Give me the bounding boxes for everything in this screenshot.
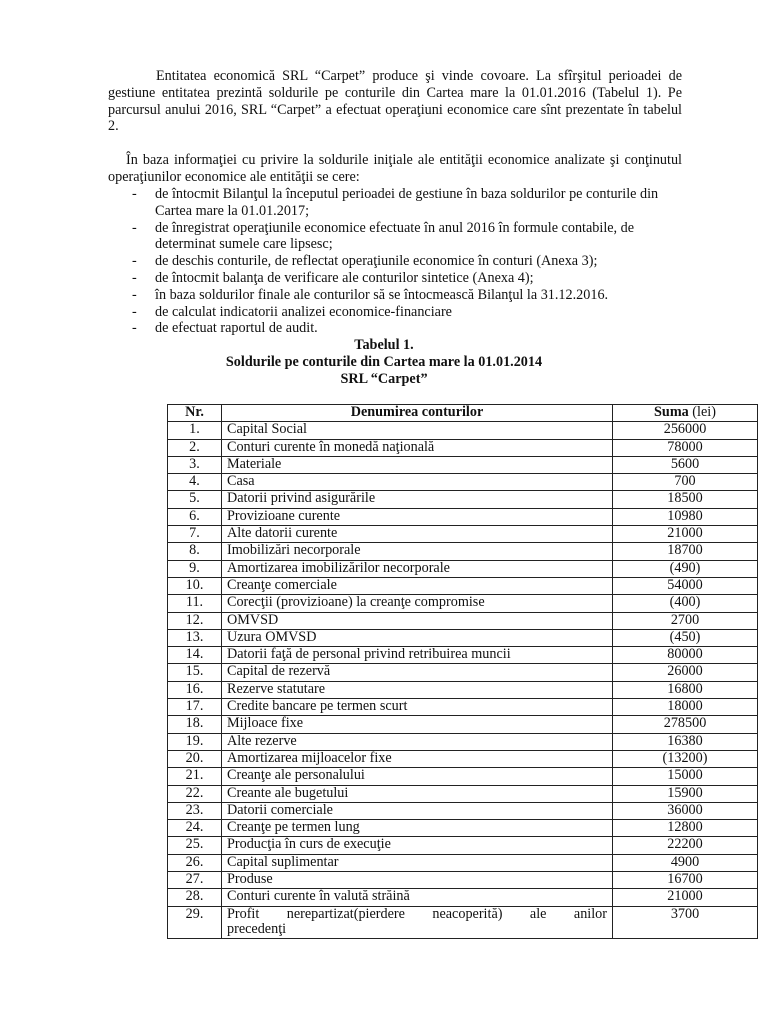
account-sum: 16700 (613, 872, 758, 889)
header-sum-label: Suma (654, 404, 689, 420)
requirement-text: de efectuat raportul de audit. (155, 320, 318, 337)
accounts-balance-table (167, 404, 758, 939)
account-name: Produse (222, 872, 613, 889)
account-sum: 4900 (613, 854, 758, 871)
account-sum: 18500 (613, 491, 758, 508)
account-sum: 700 (613, 474, 758, 491)
header-nr: Nr. (168, 405, 222, 422)
row-number: 23. (168, 802, 222, 819)
requirement-text: de întocmit Bilanţul la începutul perioadei de gestiune în baza soldurilor pe conturile din Cartea mare la 01.01.2017; (155, 186, 659, 219)
row-number: 29. (168, 906, 222, 938)
table-header-row (168, 405, 758, 422)
account-name: Alte rezerve (222, 733, 613, 750)
row-number: 28. (168, 889, 222, 906)
row-number: 18. (168, 716, 222, 733)
list-dash-marker: - (132, 320, 137, 337)
table-row (168, 716, 758, 733)
account-name: Capital Social (222, 422, 613, 439)
list-dash-marker: - (132, 186, 137, 202)
table-row (168, 854, 758, 871)
account-sum: 18700 (613, 543, 758, 560)
row-number: 7. (168, 526, 222, 543)
table-row (168, 474, 758, 491)
row-number: 27. (168, 872, 222, 889)
header-sum (613, 405, 758, 422)
row-number: 14. (168, 647, 222, 664)
intro-paragraph-2: În baza informaţiei cu privire la soldurile iniţiale ale entităţii economice analizate şi conţinutul operaţiunilor economice ale entităţii se cere: (108, 152, 682, 185)
row-number: 1. (168, 422, 222, 439)
row-number: 11. (168, 595, 222, 612)
table-row (168, 629, 758, 646)
account-sum: 12800 (613, 820, 758, 837)
account-name: Materiale (222, 456, 613, 473)
row-number: 2. (168, 439, 222, 456)
requirement-text: de deschis conturile, de reflectat operaţiunile economice în conturi (Anexa 3); (155, 253, 598, 270)
row-number: 4. (168, 474, 222, 491)
intro-paragraph-1: Entitatea economică SRL “Carpet” produce şi vinde covoare. La sfîrşitul perioadei de gestiune entitatea prezintă soldurile pe conturile din Cartea mare la 01.01.2016 (Tabelul 1). Pe parcursul anului 2016, SRL “Carpet” a efectuat operaţiuni economice care sînt prezentate în tabelul 2. (108, 68, 682, 135)
table-row (168, 664, 758, 681)
row-number: 10. (168, 577, 222, 594)
row-number: 20. (168, 750, 222, 767)
row-number: 6. (168, 508, 222, 525)
row-number: 25. (168, 837, 222, 854)
account-sum: 22200 (613, 837, 758, 854)
account-name (222, 906, 613, 938)
table-company: SRL “Carpet” (340, 371, 428, 387)
account-sum: 10980 (613, 508, 758, 525)
account-name: Corecţii (provizioane) la creanţe compromise (222, 595, 613, 612)
table-row (168, 699, 758, 716)
table-row (168, 526, 758, 543)
table-row (168, 595, 758, 612)
row-number: 13. (168, 629, 222, 646)
account-name: Datorii privind asigurările (222, 491, 613, 508)
account-sum: 278500 (613, 716, 758, 733)
table-row (168, 647, 758, 664)
table-row (168, 456, 758, 473)
list-dash-marker: - (132, 269, 137, 286)
requirement-text: de calculat indicatorii analizei economice-financiare (155, 303, 452, 320)
row-number: 26. (168, 854, 222, 871)
account-name: Datorii comerciale (222, 802, 613, 819)
table-row (168, 768, 758, 785)
account-sum: 21000 (613, 526, 758, 543)
account-name: Rezerve statutare (222, 681, 613, 698)
account-sum: 15900 (613, 785, 758, 802)
account-sum: 256000 (613, 422, 758, 439)
row-number: 22. (168, 785, 222, 802)
account-name: Mijloace fixe (222, 716, 613, 733)
list-dash-marker: - (132, 286, 137, 303)
table-row (168, 491, 758, 508)
row-number: 19. (168, 733, 222, 750)
account-name: Imobilizări necorporale (222, 543, 613, 560)
requirement-text: de înregistrat operaţiunile economice efectuate în anul 2016 în formule contabile, de determinat sumele care lipsesc; (155, 219, 635, 253)
account-sum: 21000 (613, 889, 758, 906)
row-number: 8. (168, 543, 222, 560)
account-name: Credite bancare pe termen scurt (222, 699, 613, 716)
account-name: Capital suplimentar (222, 854, 613, 871)
table-row (168, 785, 758, 802)
account-sum: 36000 (613, 802, 758, 819)
account-name: Amortizarea imobilizărilor necorporale (222, 560, 613, 577)
table-row (168, 872, 758, 889)
requirements-list (108, 186, 682, 337)
account-sum: 18000 (613, 699, 758, 716)
account-name: Creante ale bugetului (222, 785, 613, 802)
account-name: Datorii faţă de personal privind retribuirea muncii (222, 647, 613, 664)
table-row (168, 750, 758, 767)
row-number: 15. (168, 664, 222, 681)
requirement-item (108, 320, 682, 337)
account-name: Conturi curente în monedă naţională (222, 439, 613, 456)
row-number: 5. (168, 491, 222, 508)
requirement-text: în baza soldurilor finale ale conturilor să se întocmească Bilanţul la 31.12.2016. (155, 286, 609, 303)
account-sum: 26000 (613, 664, 758, 681)
account-sum: (13200) (613, 750, 758, 767)
table-row (168, 543, 758, 560)
requirement-text: de întocmit balanţa de verificare ale conturilor sintetice (Anexa 4); (155, 269, 534, 286)
account-name: Conturi curente în valută străină (222, 889, 613, 906)
account-sum: 5600 (613, 456, 758, 473)
account-name-line2: precedenţi (227, 921, 287, 938)
row-number: 21. (168, 768, 222, 785)
row-number: 16. (168, 681, 222, 698)
requirement-item (108, 270, 682, 287)
account-sum: (490) (613, 560, 758, 577)
row-number: 24. (168, 820, 222, 837)
table-row (168, 906, 758, 938)
account-name: Amortizarea mijloacelor fixe (222, 750, 613, 767)
table-subtitle: Soldurile pe conturile din Cartea mare la 01.01.2014 (225, 354, 543, 370)
table-row (168, 508, 758, 525)
table-row (168, 422, 758, 439)
row-number: 9. (168, 560, 222, 577)
table-row (168, 889, 758, 906)
account-name: Uzura OMVSD (222, 629, 613, 646)
account-sum: 80000 (613, 647, 758, 664)
table-row (168, 837, 758, 854)
account-name-line1: Profit nerepartizat(pierdere neacoperită) ale anilor (227, 905, 607, 922)
account-sum: 16380 (613, 733, 758, 750)
list-dash-marker: - (132, 303, 137, 320)
account-name: Alte datorii curente (222, 526, 613, 543)
account-sum: (450) (613, 629, 758, 646)
table-row (168, 802, 758, 819)
table-row (168, 820, 758, 837)
account-name: Creanţe comerciale (222, 577, 613, 594)
account-sum: 2700 (613, 612, 758, 629)
list-dash-marker: - (132, 253, 137, 270)
account-name: Producţia în curs de execuţie (222, 837, 613, 854)
row-number: 17. (168, 699, 222, 716)
account-sum: 78000 (613, 439, 758, 456)
table-row (168, 439, 758, 456)
account-sum: 15000 (613, 768, 758, 785)
account-sum: (400) (613, 595, 758, 612)
list-dash-marker: - (132, 219, 137, 236)
table-row (168, 681, 758, 698)
table-title: Tabelul 1. (354, 337, 414, 353)
account-sum: 3700 (613, 906, 758, 938)
row-number: 12. (168, 612, 222, 629)
account-name: Creanţe ale personalului (222, 768, 613, 785)
row-number: 3. (168, 456, 222, 473)
header-name: Denumirea conturilor (222, 405, 613, 422)
table-row (168, 733, 758, 750)
account-sum: 54000 (613, 577, 758, 594)
requirement-item (108, 186, 682, 220)
requirement-item (108, 304, 682, 321)
header-sum-unit: (lei) (692, 404, 716, 420)
account-name: OMVSD (222, 612, 613, 629)
account-sum: 16800 (613, 681, 758, 698)
table-row (168, 577, 758, 594)
requirement-item (108, 287, 682, 304)
account-name: Provizioane curente (222, 508, 613, 525)
table-row (168, 560, 758, 577)
table-row (168, 612, 758, 629)
requirement-item (108, 220, 682, 254)
account-name: Creanţe pe termen lung (222, 820, 613, 837)
account-name: Capital de rezervă (222, 664, 613, 681)
requirement-item (108, 253, 682, 270)
account-name: Casa (222, 474, 613, 491)
